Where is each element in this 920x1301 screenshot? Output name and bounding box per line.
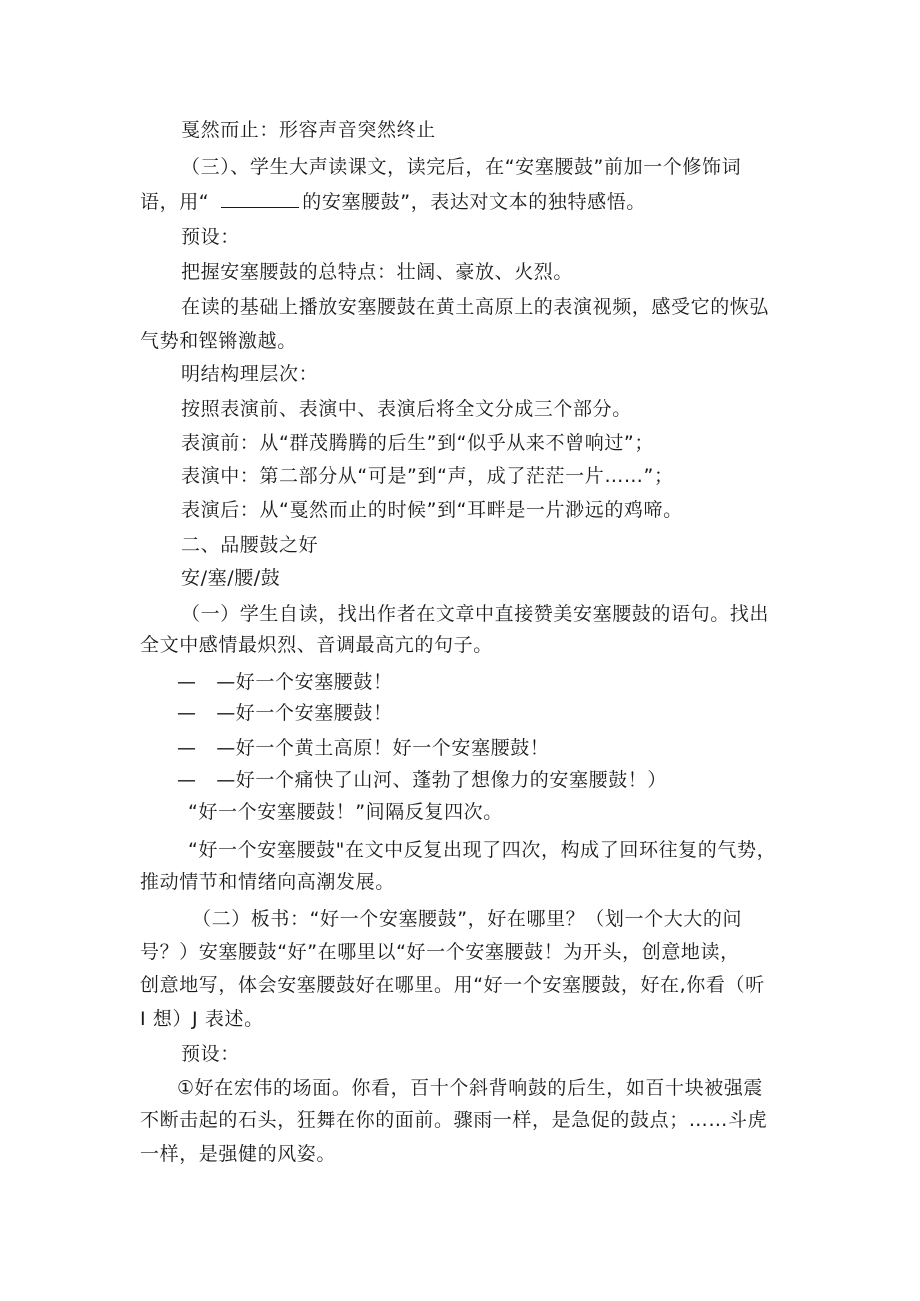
text-line: 预设： — [181, 226, 240, 248]
text-line: — —好一个痛快了山河、蓬勃了想像力的安塞腰鼓！） — [177, 769, 668, 791]
text-line: （三）、学生大声读课文，读完后，在“安塞腰鼓”前加一个修饰词 — [181, 156, 742, 178]
text-line: 气势和铿锵激越。 — [140, 330, 297, 352]
section-heading: 二、品腰鼓之好 — [181, 534, 319, 556]
text-line: 全文中感情最炽烈、音调最高亢的句子。 — [140, 634, 493, 656]
text-line: ①好在宏伟的场面。你看，百十个斜背响鼓的后生，如百十块被强震 — [177, 1077, 764, 1099]
text-line: 把握安塞腰鼓的总特点：壮阔、豪放、火烈。 — [181, 261, 574, 283]
text-fragment: 的安塞腰鼓”，表达对文本的独特感悟。 — [302, 191, 646, 213]
text-line: — —好一个安塞腰鼓！ — [177, 702, 393, 724]
text-line: 戛然而止：形容声音突然终止 — [181, 119, 436, 141]
text-line: 推动情节和情绪向高潮发展。 — [140, 871, 395, 893]
text-line: “好一个安塞腰鼓"在文中反复出现了四次，构成了回环往复的气势， — [188, 839, 777, 861]
text-line: 按照表演前、表演中、表演后将全文分成三个部分。 — [181, 398, 632, 420]
text-line: I 想）J 表述。 — [140, 1008, 264, 1030]
text-line: 明结构理层次： — [181, 363, 319, 385]
text-line: “好一个安塞腰鼓！”间隔反复四次。 — [188, 801, 503, 823]
text-line: 表演前：从“群茂腾腾的后生”到“似乎从来不曾响过”； — [181, 432, 654, 454]
text-line: （二）板书：“好一个安塞腰鼓”，好在哪里？（划一个大大的问 — [192, 908, 743, 930]
text-line: 号？）安塞腰鼓“好”在哪里以“好一个安塞腰鼓！为开头，创意地读， — [140, 941, 740, 963]
text-line: 安/塞/腰/鼓 — [181, 567, 281, 589]
text-line: 在读的基础上播放安塞腰鼓在黄土高原上的表演视频，感受它的恢弘 — [181, 296, 770, 318]
text-line: — —好一个黄土高原！好一个安塞腰鼓！ — [177, 737, 550, 759]
text-line: 一样，是强健的风姿。 — [140, 1143, 337, 1165]
text-line: 预设： — [181, 1043, 240, 1065]
fill-in-blank — [221, 189, 299, 208]
text-line: 表演后：从“戛然而止的时候”到“耳畔是一片渺远的鸡啼。 — [181, 499, 683, 521]
text-fragment: 语，用“ — [140, 191, 210, 213]
text-line: 创意地写，体会安塞腰鼓好在哪里。用“好一个安塞腰鼓，好在,你看（听 — [140, 974, 765, 996]
text-line — [140, 189, 646, 215]
text-line: （一）学生自读，找出作者在文章中直接赞美安塞腰鼓的语句。找出 — [181, 603, 770, 625]
text-line: 表演中：第二部分从“可是”到“声，成了茫茫一片……”； — [181, 465, 674, 487]
text-line: 不断击起的石头，狂舞在你的面前。骤雨一样，是急促的鼓点；……斗虎 — [140, 1109, 768, 1131]
text-line: — —好一个安塞腰鼓！ — [177, 671, 393, 693]
